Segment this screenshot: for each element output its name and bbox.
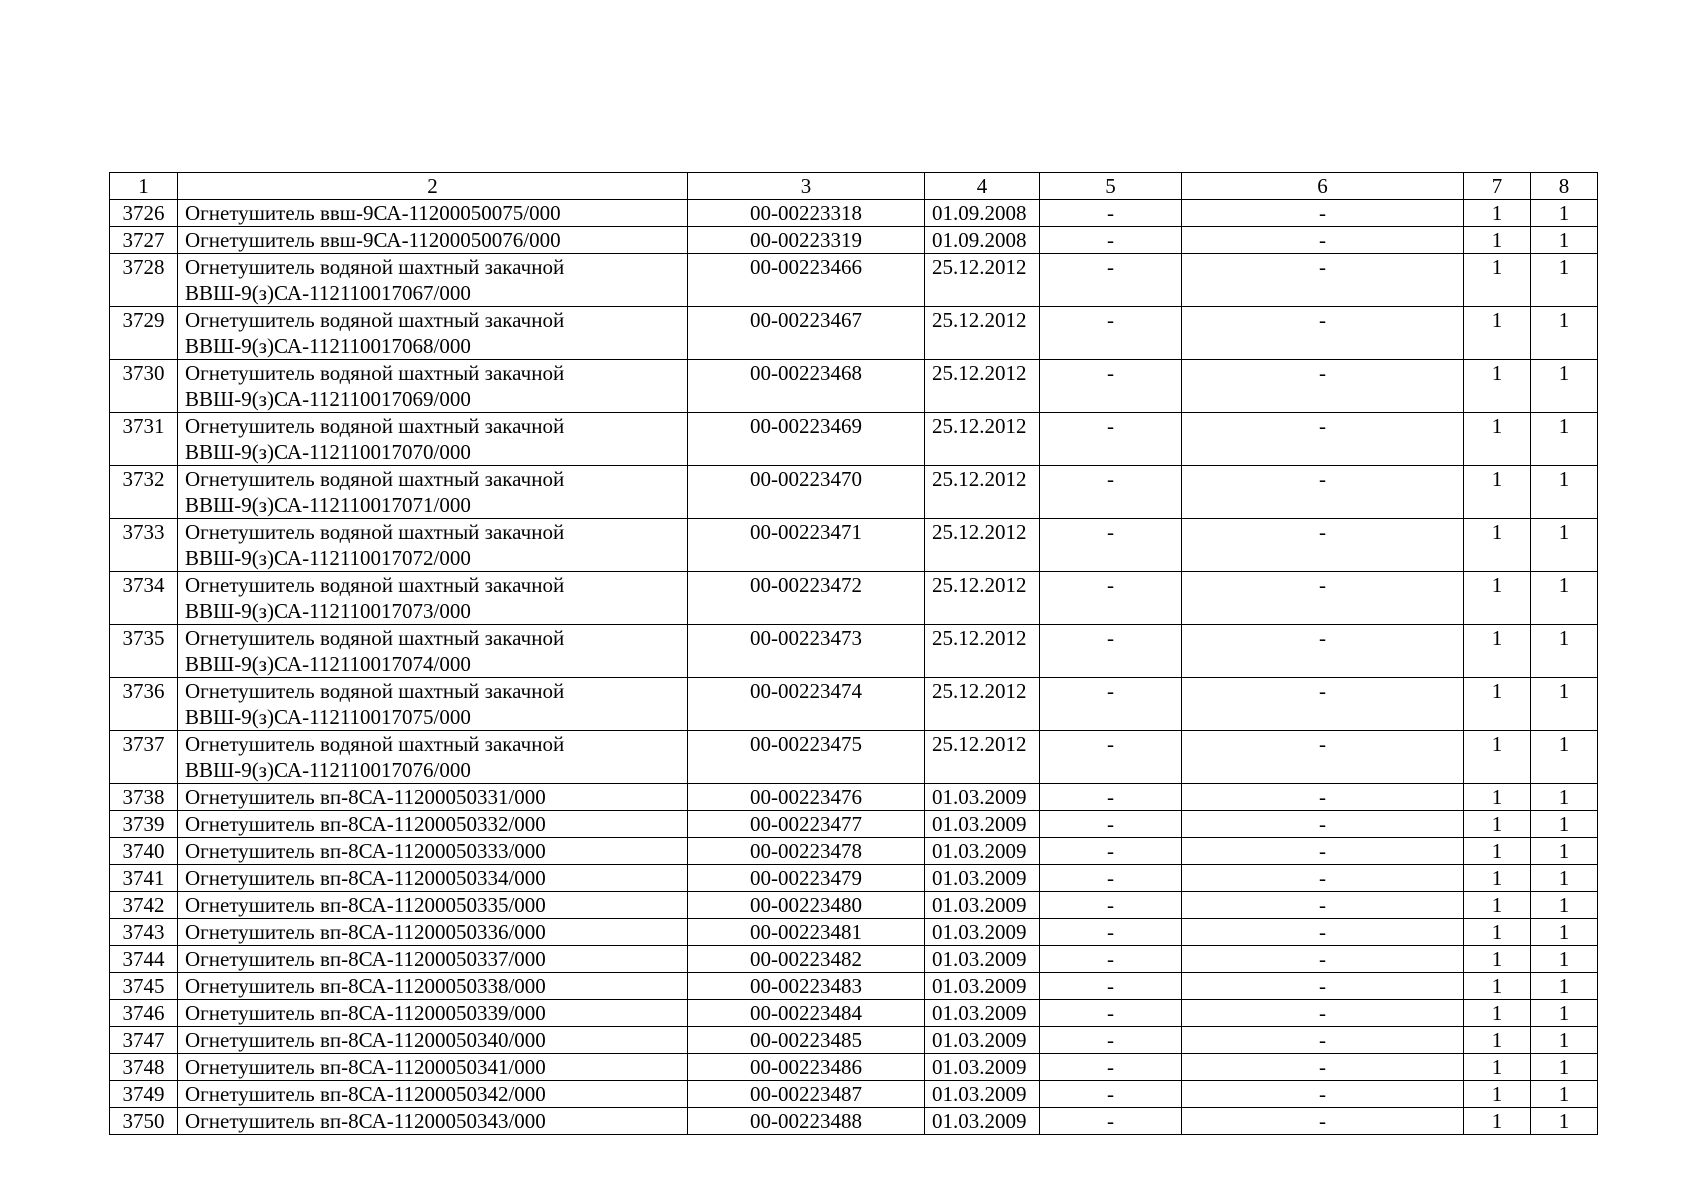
date-cell: 01.03.2009 — [925, 838, 1040, 865]
column-7-cell: 1 — [1464, 919, 1531, 946]
date-cell: 01.03.2009 — [925, 1000, 1040, 1027]
date-cell: 01.03.2009 — [925, 919, 1040, 946]
table-row — [110, 919, 1598, 946]
column-5-cell: - — [1040, 731, 1182, 784]
column-6-cell: - — [1182, 1081, 1464, 1108]
item-name-cell: Огнетушитель водяной шахтный закачной ВВШ-9(з)СА-112110017072/000 — [178, 519, 688, 572]
table-row — [110, 360, 1598, 413]
column-6-cell: - — [1182, 1108, 1464, 1135]
date-cell: 25.12.2012 — [925, 625, 1040, 678]
item-name-cell: Огнетушитель вп-8СА-11200050337/000 — [178, 946, 688, 973]
table-row — [110, 466, 1598, 519]
date-cell: 01.03.2009 — [925, 811, 1040, 838]
column-7-cell: 1 — [1464, 254, 1531, 307]
column-5-cell: - — [1040, 572, 1182, 625]
date-cell: 01.03.2009 — [925, 1081, 1040, 1108]
column-7-cell: 1 — [1464, 227, 1531, 254]
item-name-cell: Огнетушитель ввш-9СА-11200050076/000 — [178, 227, 688, 254]
row-number-cell: 3739 — [110, 811, 178, 838]
column-8-cell: 1 — [1531, 784, 1598, 811]
item-name-cell: Огнетушитель вп-8СА-11200050339/000 — [178, 1000, 688, 1027]
table-row — [110, 227, 1598, 254]
column-6-cell: - — [1182, 865, 1464, 892]
item-name-cell: Огнетушитель водяной шахтный закачной ВВШ-9(з)СА-112110017076/000 — [178, 731, 688, 784]
table-row — [110, 865, 1598, 892]
inventory-number-cell: 00-00223471 — [688, 519, 925, 572]
row-number-cell: 3740 — [110, 838, 178, 865]
row-number-cell: 3745 — [110, 973, 178, 1000]
column-6-cell: - — [1182, 466, 1464, 519]
inventory-number-cell: 00-00223466 — [688, 254, 925, 307]
column-5-cell: - — [1040, 254, 1182, 307]
row-number-cell: 3743 — [110, 919, 178, 946]
column-6-cell: - — [1182, 572, 1464, 625]
date-cell: 25.12.2012 — [925, 678, 1040, 731]
table-row — [110, 784, 1598, 811]
column-7-cell: 1 — [1464, 784, 1531, 811]
column-6-cell: - — [1182, 413, 1464, 466]
column-8-cell: 1 — [1531, 1054, 1598, 1081]
column-5-cell: - — [1040, 1081, 1182, 1108]
column-5-cell: - — [1040, 892, 1182, 919]
row-number-cell: 3733 — [110, 519, 178, 572]
row-number-cell: 3731 — [110, 413, 178, 466]
column-6-cell: - — [1182, 625, 1464, 678]
column-header: 7 — [1464, 173, 1531, 200]
column-6-cell: - — [1182, 946, 1464, 973]
column-6-cell: - — [1182, 731, 1464, 784]
column-8-cell: 1 — [1531, 838, 1598, 865]
column-5-cell: - — [1040, 519, 1182, 572]
column-8-cell: 1 — [1531, 865, 1598, 892]
column-7-cell: 1 — [1464, 1108, 1531, 1135]
item-name-cell: Огнетушитель ввш-9СА-11200050075/000 — [178, 200, 688, 227]
row-number-cell: 3732 — [110, 466, 178, 519]
document-page — [109, 172, 1598, 1135]
date-cell: 01.09.2008 — [925, 200, 1040, 227]
column-7-cell: 1 — [1464, 360, 1531, 413]
date-cell: 01.03.2009 — [925, 784, 1040, 811]
row-number-cell: 3749 — [110, 1081, 178, 1108]
column-6-cell: - — [1182, 307, 1464, 360]
date-cell: 25.12.2012 — [925, 731, 1040, 784]
item-name-cell: Огнетушитель вп-8СА-11200050343/000 — [178, 1108, 688, 1135]
table-row — [110, 1108, 1598, 1135]
column-7-cell: 1 — [1464, 865, 1531, 892]
table-row — [110, 1081, 1598, 1108]
date-cell: 01.03.2009 — [925, 1027, 1040, 1054]
item-name-cell: Огнетушитель водяной шахтный закачной ВВШ-9(з)СА-112110017075/000 — [178, 678, 688, 731]
column-header: 3 — [688, 173, 925, 200]
inventory-number-cell: 00-00223473 — [688, 625, 925, 678]
item-name-cell: Огнетушитель вп-8СА-11200050334/000 — [178, 865, 688, 892]
date-cell: 25.12.2012 — [925, 360, 1040, 413]
date-cell: 01.03.2009 — [925, 946, 1040, 973]
table-row — [110, 973, 1598, 1000]
table-row — [110, 1054, 1598, 1081]
inventory-number-cell: 00-00223467 — [688, 307, 925, 360]
row-number-cell: 3750 — [110, 1108, 178, 1135]
column-5-cell: - — [1040, 227, 1182, 254]
column-7-cell: 1 — [1464, 200, 1531, 227]
column-7-cell: 1 — [1464, 731, 1531, 784]
column-8-cell: 1 — [1531, 1027, 1598, 1054]
row-number-cell: 3737 — [110, 731, 178, 784]
column-8-cell: 1 — [1531, 678, 1598, 731]
column-5-cell: - — [1040, 625, 1182, 678]
column-7-cell: 1 — [1464, 892, 1531, 919]
column-8-cell: 1 — [1531, 811, 1598, 838]
item-name-cell: Огнетушитель вп-8СА-11200050342/000 — [178, 1081, 688, 1108]
column-header: 5 — [1040, 173, 1182, 200]
item-name-cell: Огнетушитель вп-8СА-11200050340/000 — [178, 1027, 688, 1054]
column-5-cell: - — [1040, 973, 1182, 1000]
column-6-cell: - — [1182, 1027, 1464, 1054]
date-cell: 25.12.2012 — [925, 254, 1040, 307]
column-6-cell: - — [1182, 1000, 1464, 1027]
column-8-cell: 1 — [1531, 946, 1598, 973]
inventory-number-cell: 00-00223474 — [688, 678, 925, 731]
column-8-cell: 1 — [1531, 919, 1598, 946]
column-8-cell: 1 — [1531, 1108, 1598, 1135]
table-row — [110, 1000, 1598, 1027]
inventory-number-cell: 00-00223469 — [688, 413, 925, 466]
inventory-number-cell: 00-00223468 — [688, 360, 925, 413]
row-number-cell: 3748 — [110, 1054, 178, 1081]
item-name-cell: Огнетушитель водяной шахтный закачной ВВШ-9(з)СА-112110017068/000 — [178, 307, 688, 360]
row-number-cell: 3730 — [110, 360, 178, 413]
table-row — [110, 519, 1598, 572]
item-name-cell: Огнетушитель водяной шахтный закачной ВВШ-9(з)СА-112110017074/000 — [178, 625, 688, 678]
column-header: 6 — [1182, 173, 1464, 200]
row-number-cell: 3728 — [110, 254, 178, 307]
date-cell: 01.03.2009 — [925, 1108, 1040, 1135]
column-header: 8 — [1531, 173, 1598, 200]
date-cell: 25.12.2012 — [925, 572, 1040, 625]
column-7-cell: 1 — [1464, 466, 1531, 519]
row-number-cell: 3738 — [110, 784, 178, 811]
column-8-cell: 1 — [1531, 892, 1598, 919]
row-number-cell: 3735 — [110, 625, 178, 678]
column-8-cell: 1 — [1531, 519, 1598, 572]
column-7-cell: 1 — [1464, 307, 1531, 360]
table-row — [110, 572, 1598, 625]
inventory-number-cell: 00-00223475 — [688, 731, 925, 784]
column-5-cell: - — [1040, 838, 1182, 865]
inventory-number-cell: 00-00223487 — [688, 1081, 925, 1108]
inventory-number-cell: 00-00223470 — [688, 466, 925, 519]
row-number-cell: 3744 — [110, 946, 178, 973]
item-name-cell: Огнетушитель водяной шахтный закачной ВВШ-9(з)СА-112110017067/000 — [178, 254, 688, 307]
column-7-cell: 1 — [1464, 1027, 1531, 1054]
header-row — [110, 173, 1598, 200]
column-8-cell: 1 — [1531, 466, 1598, 519]
column-7-cell: 1 — [1464, 678, 1531, 731]
inventory-number-cell: 00-00223481 — [688, 919, 925, 946]
column-5-cell: - — [1040, 678, 1182, 731]
column-7-cell: 1 — [1464, 519, 1531, 572]
item-name-cell: Огнетушитель водяной шахтный закачной ВВШ-9(з)СА-112110017069/000 — [178, 360, 688, 413]
column-6-cell: - — [1182, 227, 1464, 254]
column-5-cell: - — [1040, 466, 1182, 519]
inventory-number-cell: 00-00223479 — [688, 865, 925, 892]
column-8-cell: 1 — [1531, 572, 1598, 625]
column-8-cell: 1 — [1531, 227, 1598, 254]
inventory-number-cell: 00-00223488 — [688, 1108, 925, 1135]
inventory-number-cell: 00-00223478 — [688, 838, 925, 865]
item-name-cell: Огнетушитель водяной шахтный закачной ВВШ-9(з)СА-112110017070/000 — [178, 413, 688, 466]
column-header: 4 — [925, 173, 1040, 200]
item-name-cell: Огнетушитель вп-8СА-11200050331/000 — [178, 784, 688, 811]
date-cell: 25.12.2012 — [925, 413, 1040, 466]
row-number-cell: 3741 — [110, 865, 178, 892]
column-6-cell: - — [1182, 838, 1464, 865]
date-cell: 01.09.2008 — [925, 227, 1040, 254]
column-7-cell: 1 — [1464, 838, 1531, 865]
column-7-cell: 1 — [1464, 811, 1531, 838]
column-7-cell: 1 — [1464, 1081, 1531, 1108]
item-name-cell: Огнетушитель водяной шахтный закачной ВВШ-9(з)СА-112110017073/000 — [178, 572, 688, 625]
column-7-cell: 1 — [1464, 572, 1531, 625]
column-6-cell: - — [1182, 360, 1464, 413]
column-6-cell: - — [1182, 200, 1464, 227]
date-cell: 25.12.2012 — [925, 466, 1040, 519]
date-cell: 01.03.2009 — [925, 973, 1040, 1000]
column-5-cell: - — [1040, 360, 1182, 413]
inventory-number-cell: 00-00223477 — [688, 811, 925, 838]
inventory-number-cell: 00-00223483 — [688, 973, 925, 1000]
item-name-cell: Огнетушитель вп-8СА-11200050338/000 — [178, 973, 688, 1000]
row-number-cell: 3727 — [110, 227, 178, 254]
row-number-cell: 3736 — [110, 678, 178, 731]
inventory-number-cell: 00-00223484 — [688, 1000, 925, 1027]
column-8-cell: 1 — [1531, 254, 1598, 307]
column-8-cell: 1 — [1531, 307, 1598, 360]
column-5-cell: - — [1040, 919, 1182, 946]
inventory-number-cell: 00-00223480 — [688, 892, 925, 919]
column-8-cell: 1 — [1531, 1000, 1598, 1027]
column-5-cell: - — [1040, 784, 1182, 811]
column-7-cell: 1 — [1464, 973, 1531, 1000]
table-row — [110, 625, 1598, 678]
row-number-cell: 3729 — [110, 307, 178, 360]
column-6-cell: - — [1182, 892, 1464, 919]
table-row — [110, 811, 1598, 838]
column-5-cell: - — [1040, 865, 1182, 892]
date-cell: 25.12.2012 — [925, 519, 1040, 572]
date-cell: 25.12.2012 — [925, 307, 1040, 360]
inventory-number-cell: 00-00223482 — [688, 946, 925, 973]
table-row — [110, 413, 1598, 466]
inventory-number-cell: 00-00223485 — [688, 1027, 925, 1054]
column-6-cell: - — [1182, 1054, 1464, 1081]
row-number-cell: 3726 — [110, 200, 178, 227]
row-number-cell: 3742 — [110, 892, 178, 919]
date-cell: 01.03.2009 — [925, 1054, 1040, 1081]
column-6-cell: - — [1182, 519, 1464, 572]
column-8-cell: 1 — [1531, 360, 1598, 413]
inventory-number-cell: 00-00223472 — [688, 572, 925, 625]
item-name-cell: Огнетушитель вп-8СА-11200050335/000 — [178, 892, 688, 919]
column-header: 2 — [178, 173, 688, 200]
column-6-cell: - — [1182, 784, 1464, 811]
column-8-cell: 1 — [1531, 413, 1598, 466]
column-7-cell: 1 — [1464, 413, 1531, 466]
table-row — [110, 838, 1598, 865]
column-5-cell: - — [1040, 200, 1182, 227]
table-row — [110, 678, 1598, 731]
inventory-number-cell: 00-00223486 — [688, 1054, 925, 1081]
column-header: 1 — [110, 173, 178, 200]
column-5-cell: - — [1040, 413, 1182, 466]
column-8-cell: 1 — [1531, 973, 1598, 1000]
date-cell: 01.03.2009 — [925, 865, 1040, 892]
item-name-cell: Огнетушитель вп-8СА-11200050332/000 — [178, 811, 688, 838]
table-row — [110, 946, 1598, 973]
column-5-cell: - — [1040, 811, 1182, 838]
inventory-number-cell: 00-00223318 — [688, 200, 925, 227]
inventory-table — [109, 172, 1598, 1135]
row-number-cell: 3747 — [110, 1027, 178, 1054]
column-8-cell: 1 — [1531, 625, 1598, 678]
item-name-cell: Огнетушитель вп-8СА-11200050336/000 — [178, 919, 688, 946]
table-row — [110, 731, 1598, 784]
column-5-cell: - — [1040, 1000, 1182, 1027]
table-row — [110, 200, 1598, 227]
table-row — [110, 254, 1598, 307]
column-6-cell: - — [1182, 811, 1464, 838]
table-row — [110, 892, 1598, 919]
column-8-cell: 1 — [1531, 1081, 1598, 1108]
inventory-number-cell: 00-00223319 — [688, 227, 925, 254]
column-7-cell: 1 — [1464, 946, 1531, 973]
column-6-cell: - — [1182, 919, 1464, 946]
table-body — [110, 173, 1598, 1135]
date-cell: 01.03.2009 — [925, 892, 1040, 919]
column-5-cell: - — [1040, 946, 1182, 973]
column-6-cell: - — [1182, 973, 1464, 1000]
column-5-cell: - — [1040, 307, 1182, 360]
item-name-cell: Огнетушитель вп-8СА-11200050341/000 — [178, 1054, 688, 1081]
column-7-cell: 1 — [1464, 1054, 1531, 1081]
column-8-cell: 1 — [1531, 731, 1598, 784]
inventory-number-cell: 00-00223476 — [688, 784, 925, 811]
table-row — [110, 307, 1598, 360]
column-8-cell: 1 — [1531, 200, 1598, 227]
table-row — [110, 1027, 1598, 1054]
column-5-cell: - — [1040, 1027, 1182, 1054]
column-6-cell: - — [1182, 678, 1464, 731]
column-7-cell: 1 — [1464, 625, 1531, 678]
column-7-cell: 1 — [1464, 1000, 1531, 1027]
row-number-cell: 3734 — [110, 572, 178, 625]
item-name-cell: Огнетушитель водяной шахтный закачной ВВШ-9(з)СА-112110017071/000 — [178, 466, 688, 519]
item-name-cell: Огнетушитель вп-8СА-11200050333/000 — [178, 838, 688, 865]
column-5-cell: - — [1040, 1108, 1182, 1135]
row-number-cell: 3746 — [110, 1000, 178, 1027]
column-6-cell: - — [1182, 254, 1464, 307]
column-5-cell: - — [1040, 1054, 1182, 1081]
